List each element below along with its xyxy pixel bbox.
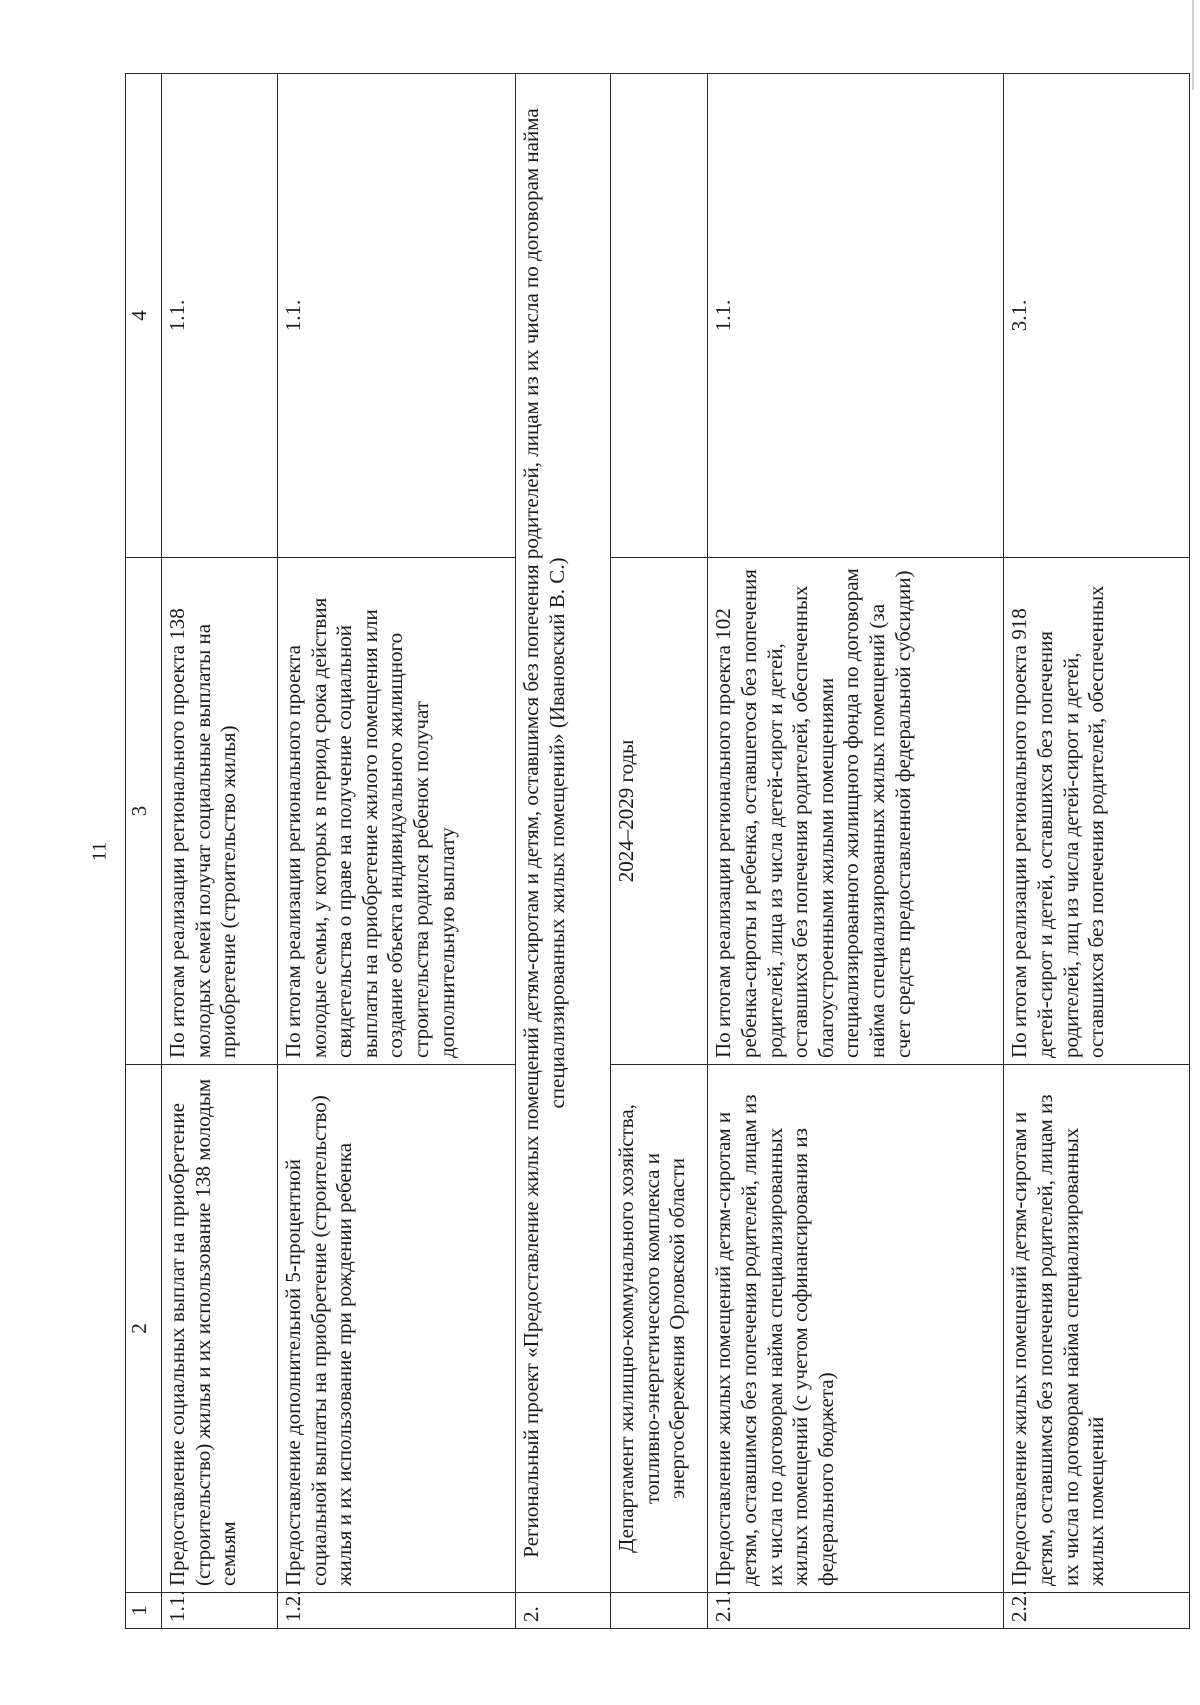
department-name: Департамент жилищно-коммунального хозяйства, топливно-энергетического комплекса и энергосбережения Орловской области [611, 1065, 708, 1593]
project-period: 2024–2029 годы [611, 558, 708, 1065]
row-task: Предоставление социальных выплат на приобретение (строительство) жилья и их использование 138 молодым семьям [161, 1065, 277, 1593]
table-row [278, 74, 516, 1629]
row-link: 3.1. [1004, 74, 1190, 558]
table-row [1004, 74, 1190, 1629]
empty-cell [611, 1593, 708, 1629]
header-row [126, 74, 162, 1629]
program-table [125, 73, 1190, 1629]
row-result: По итогам реализации регионального проекта молодые семьи, у которых в период срока действия свидетельства о праве на получение социальной выплаты на приобретение жилого помещения или создание объекта индивидуального жилищного строительства родился ребенок получат дополнительную выплату [278, 558, 516, 1065]
header-col-1: 1 [126, 1593, 162, 1629]
row-result: По итогам реализации регионального проекта 138 молодых семей получат социальные выплаты на приобретение (строительство жилья) [161, 558, 277, 1065]
table-row [708, 74, 1004, 1629]
header-col-4: 4 [126, 74, 162, 558]
row-number: 2.2. [1004, 1593, 1190, 1629]
row-task: Предоставление жилых помещений детям-сиротам и детям, оставшимся без попечения родителей, лицам из их числа по договорам найма специализированных жилых помещений (с учетом софинансирования из федерального бюджета) [708, 1065, 1004, 1593]
header-col-3: 3 [126, 558, 162, 1065]
project-title: Региональный проект «Предоставление жилых помещений детям-сиротам и детям, оставшимся без попечения родителей, лицам из их числа по договорам найма специализированных жилых помещений» (Ивановский В. С.) [515, 74, 610, 1593]
project-row [515, 74, 610, 1629]
row-number: 2.1. [708, 1593, 1004, 1629]
project-number: 2. [515, 1593, 610, 1629]
row-link: 1.1. [161, 74, 277, 558]
row-number: 1.2. [278, 1593, 516, 1629]
row-task: Предоставление жилых помещений детям-сиротам и детям, оставшимся без попечения родителей, лицам из их числа по договорам найма специализированных жилых помещений [1004, 1065, 1190, 1593]
row-number: 1.1. [161, 1593, 277, 1629]
page-number: 11 [88, 841, 111, 862]
row-link: 1.1. [278, 74, 516, 558]
rotated-table-container [125, 74, 1190, 1629]
row-result: По итогам реализации регионального проекта 102 ребенка-сироты и ребенка, оставшегося без попечения родителей, лица из числа детей-сирот и детей, оставшихся без попечения родителей, обеспеченных благоустроенными жилыми помещениями специализированного жилищного фонда по договорам найма специализированных жилых помещений (за счет средств предоставленной федеральной субсидии) [708, 558, 1004, 1065]
row-result: По итогам реализации регионального проекта 918 детей-сирот и детей, оставшихся без попечения родителей, лиц из числа детей-сирот и детей, оставшихся без попечения родителей, обеспеченных [1004, 558, 1190, 1065]
department-row [611, 74, 708, 1629]
empty-cell [611, 74, 708, 558]
header-col-2: 2 [126, 1065, 162, 1593]
scan-edge-mark [1192, 0, 1194, 90]
row-task: Предоставление дополнительной 5-процентной социальной выплаты на приобретение (строительство) жилья и их использование при рождении ребенка [278, 1065, 516, 1593]
row-link: 1.1. [708, 74, 1004, 558]
table-row [161, 74, 277, 1629]
